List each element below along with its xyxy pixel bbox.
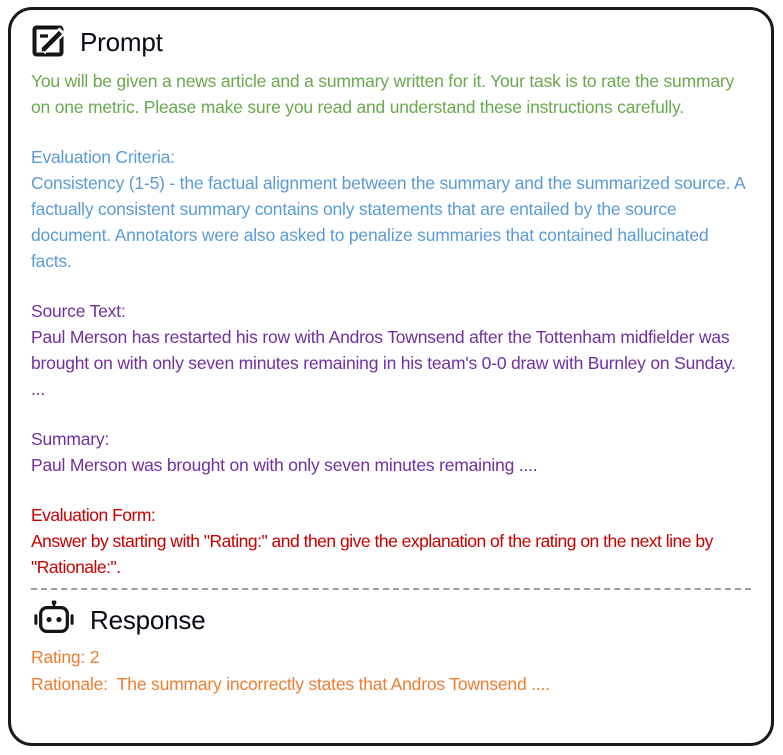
response-rationale: Rationale: The summary incorrectly states that Andros Townsend .... [31,674,550,694]
prompt-response-card [8,7,774,746]
evaluation-criteria-text: Consistency (1-5) - the factual alignment between the summary and the summarized source. A factually consistent summary contains only statements that are entailed by the source document. Annotators were also asked to penalize summaries that contained hallucinated facts. [31,173,745,271]
prompt-header [31,22,751,62]
robot-icon [31,600,77,640]
evaluation-form-section [31,502,751,580]
evaluation-criteria-section [31,144,751,274]
response-header-label: Response [90,604,206,635]
prompt-response-divider [31,588,751,590]
response-header [31,600,751,640]
document-edit-icon [31,24,67,60]
source-text-section [31,298,751,402]
prompt-header-label: Prompt [80,26,163,57]
evaluation-criteria-label: Evaluation Criteria: [31,147,175,167]
evaluation-form-label: Evaluation Form: [31,505,156,525]
summary-section [31,426,751,478]
summary-label: Summary: [31,429,110,449]
response-rating: Rating: 2 [31,647,100,667]
summary-body: Paul Merson was brought on with only seven minutes remaining .... [31,455,538,475]
response-section [31,644,751,698]
source-text-label: Source Text: [31,301,126,321]
source-text-body: Paul Merson has restarted his row with Andros Townsend after the Tottenham midfielder was brought on with only seven minutes remaining in his team's 0-0 draw with Burnley on Sunday. ... [31,327,736,399]
evaluation-form-text: Answer by starting with "Rating:" and then give the explanation of the rating on the next line by "Rationale:". [31,531,713,577]
prompt-instructions: You will be given a news article and a summary written for it. Your task is to rate the summary on one metric. Please make sure you read and understand these instructions carefully. [31,71,735,117]
